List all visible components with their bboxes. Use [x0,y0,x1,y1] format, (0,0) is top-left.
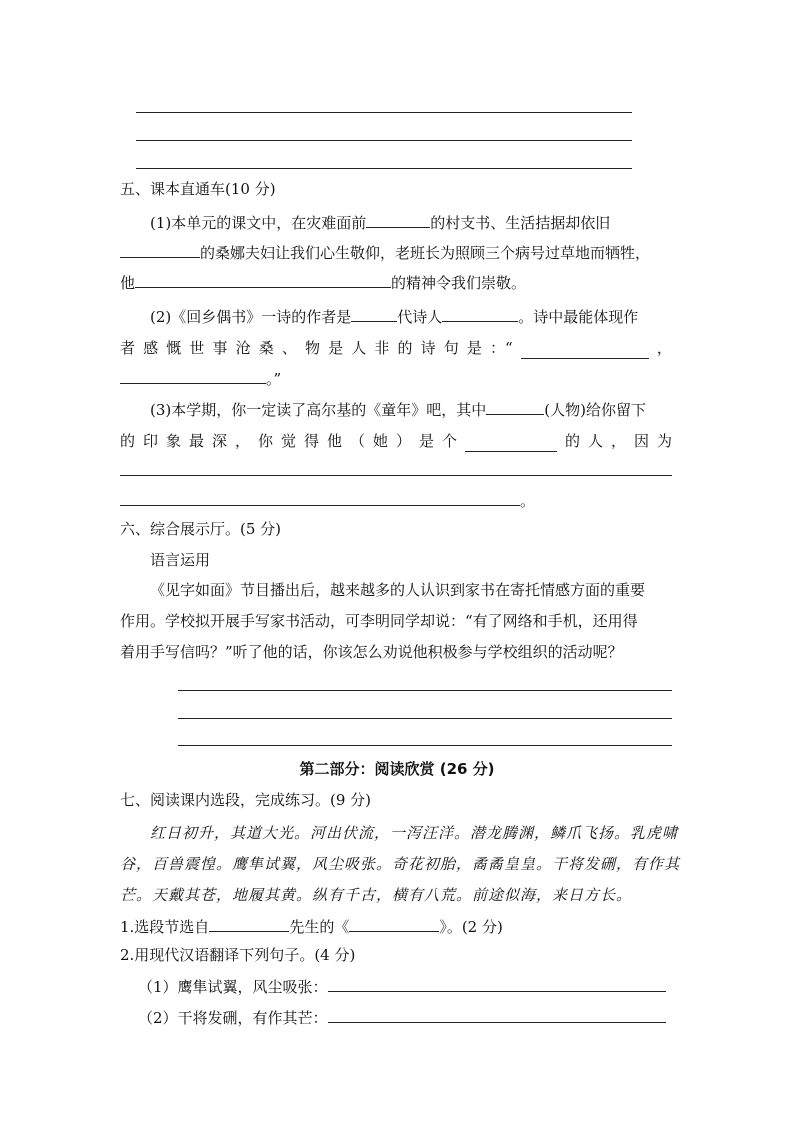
blank-field[interactable] [366,211,430,228]
sec5-q1-line1 [150,211,610,234]
sec7-q1-text-c: 》。(2 分) [439,918,503,936]
char: 人 [587,432,603,450]
blank-field[interactable] [521,342,649,359]
char: 的 [397,339,413,357]
section-7-heading: 七、阅读课内选段，完成练习。(9 分) [120,791,372,809]
sec5-q3-line1 [150,398,646,421]
blank-field[interactable] [486,398,544,415]
blank-field[interactable] [442,305,518,322]
answer-line[interactable] [136,168,632,169]
char: 的 [564,432,580,450]
char: 诗 [420,339,436,357]
char: 得 [304,432,320,450]
sec7-q2-1-text: （1）鹰隼试翼，风尘吸张： [138,978,328,996]
sec7-q2-2 [138,1006,666,1029]
sec5-q2-end: 。” [266,370,282,388]
section-6-heading: 六、综合展示厅。(5 分) [120,520,282,538]
char: 句 [443,339,459,357]
char: ：“ [490,339,513,357]
char: ） [396,432,412,450]
sec5-q1-text-d: 他 [120,274,136,292]
blank-field[interactable] [135,271,391,288]
answer-line[interactable] [178,690,672,691]
char: 是 [466,339,482,357]
answer-line[interactable] [178,718,672,719]
blank-field[interactable] [465,435,557,452]
answer-line[interactable] [136,140,632,141]
char: 慨 [166,339,182,357]
sec5-q1-text-a: (1)本单元的课文中，在灾难面前 [150,214,367,232]
char: 事 [212,339,228,357]
char: 印 [143,432,159,450]
sec6-paragraph-line: 作用。学校拟开展手写家书活动，可李明同学却说：“有了网络和手机，还用得 [120,612,638,630]
answer-line[interactable] [136,112,632,113]
char: 沧 [235,339,251,357]
blank-field[interactable] [120,241,200,258]
char: 因 [633,432,649,450]
sec6-subheading: 语言运用 [150,551,211,569]
char: 是 [328,339,344,357]
sec5-q1-text-e: 的精神令我们崇敬。 [391,274,527,292]
sec5-q3-text-b: (人物)给你留下 [544,401,646,419]
char: 为 [656,432,672,450]
sec5-q1-text-b: 的村支书、生活拮据却依旧 [430,214,611,232]
char: 他 [327,432,343,450]
char: 你 [258,432,274,450]
char: 物 [305,339,321,357]
classical-passage-line: 芒。天戴其苍，地履其黄。纵有千古，横有八荒。前途似海，来日方长。 [120,886,633,904]
answer-line[interactable] [120,505,520,506]
char: 世 [189,339,205,357]
blank-field[interactable] [349,915,439,932]
classical-passage-line: 谷，百兽震惶。鹰隼试翼，风尘吸张。奇花初胎，矞矞皇皇。干将发硎，有作其 [120,855,681,873]
char: 、 [281,339,297,357]
blank-field[interactable] [328,975,666,992]
blank-field[interactable] [328,1006,666,1023]
sec5-q3-end: 。 [520,492,536,510]
sec5-q1-line2 [120,241,650,264]
section-5-heading: 五、课本直通车(10 分) [120,180,276,198]
classical-passage-line: 红日初升，其道大光。河出伏流，一泻汪洋。潜龙腾渊，鳞爪飞扬。乳虎啸 [150,824,679,842]
sec7-q1-text-b: 先生的《 [289,918,350,936]
char: 深 [212,432,228,450]
sec5-q2-line3 [120,367,281,390]
char: 非 [374,339,390,357]
sec5-q2-text-b: 代诗人 [397,308,443,326]
sec5-q2-line2 [120,337,672,359]
char: 觉 [281,432,297,450]
sec7-q2-2-text: （2）干将发硎，有作其芒： [138,1009,328,1027]
blank-field[interactable] [120,367,266,384]
answer-line[interactable] [178,745,672,746]
part-2-title: 第二部分：阅读欣赏 (26 分) [299,760,495,778]
sec5-q2-text-c: 。诗中最能体现作 [518,308,639,326]
char: ， [610,432,626,450]
char: 最 [189,432,205,450]
char: 的 [120,432,136,450]
sec5-q2-text-a: (2)《回乡偶书》一诗的作者是 [150,308,352,326]
char: 她 [373,432,389,450]
sec5-q1-line3 [120,271,526,294]
sec6-paragraph-line: 《见字如面》节目播出后，越来越多的人认识到家书在寄托情感方面的重要 [150,581,646,599]
blank-field[interactable] [351,305,397,322]
sec7-q1-text-a: 1.选段节选自 [120,918,210,936]
sec7-q1 [120,915,503,938]
blank-field[interactable] [209,915,289,932]
sec5-q3-line2 [120,430,672,452]
char: 个 [442,432,458,450]
sec7-q2-1 [138,975,666,998]
char: ， [235,432,251,450]
sec5-q1-text-c: 的桑娜夫妇让我们心生敬仰，老班长为照顾三个病号过草地而牺牲， [200,244,651,262]
char: 桑 [258,339,274,357]
char: 人 [351,339,367,357]
sec7-q2: 2.用现代汉语翻译下列句子。(4 分) [120,946,356,964]
char: 者 [120,339,136,357]
answer-line[interactable] [120,475,672,476]
char: （ [350,432,366,450]
sec6-paragraph-line: 着用手写信吗？”听了他的话，你该怎么劝说他积极参与学校组织的活动呢？ [120,643,623,661]
sec5-q3-text-a: (3)本学期，你一定读了高尔基的《童年》吧，其中 [150,401,487,419]
char: 感 [143,339,159,357]
char: 是 [419,432,435,450]
char: 象 [166,432,182,450]
char: ， [656,339,672,357]
sec5-q2-line1 [150,305,638,328]
